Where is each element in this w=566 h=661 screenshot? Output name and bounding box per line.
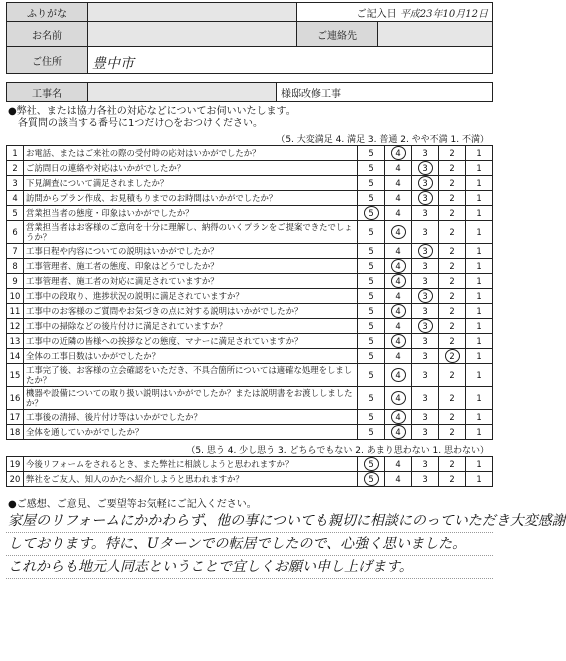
score-label: 1 <box>476 227 482 237</box>
question-row <box>7 349 493 364</box>
score-label: 5 <box>368 351 374 361</box>
score-label: 5 <box>368 227 374 237</box>
score-label: 5 <box>368 427 374 437</box>
score-label: 2 <box>449 163 455 173</box>
score-label: 3 <box>422 227 428 237</box>
score-option-1[interactable] <box>466 221 493 244</box>
question-row <box>7 221 493 244</box>
score-label: 3 <box>422 412 428 422</box>
score-option-3[interactable] <box>412 176 439 191</box>
score-label: 4 <box>395 178 401 188</box>
question-text: 工事後の清掃、後片付け等はいかがでしたか？ <box>24 410 358 425</box>
score-label: 2 <box>449 178 455 188</box>
score-option-2[interactable] <box>439 319 466 334</box>
score-label: 3 <box>422 306 428 316</box>
score-label: 4 <box>395 351 401 361</box>
circled-answer: 2 <box>445 349 460 363</box>
score-label: 2 <box>449 246 455 256</box>
score-option-4[interactable] <box>385 259 412 274</box>
question-row <box>7 176 493 191</box>
score-label: 5 <box>368 148 374 158</box>
scale-legend-1: （5. 大変満足 4. 満足 3. 普通 2. やや不満 1. 不満） <box>276 135 489 145</box>
score-option-2[interactable] <box>439 244 466 259</box>
question-text: 工事中の段取り、進捗状況の説明に満足されていますか？ <box>24 289 358 304</box>
score-label: 1 <box>476 351 482 361</box>
question-number: 12 <box>7 319 24 334</box>
score-label: 4 <box>395 474 401 484</box>
question-text: 工事中の近隣の皆様への挨拶などの態度、マナーに満足されていますか？ <box>24 334 358 349</box>
score-option-5[interactable] <box>358 176 385 191</box>
score-label: 1 <box>476 336 482 346</box>
score-option-1[interactable] <box>466 387 493 410</box>
score-option-3[interactable] <box>412 319 439 334</box>
score-option-4[interactable] <box>385 206 412 221</box>
score-label: 3 <box>422 459 428 469</box>
circled-answer: 4 <box>391 304 406 318</box>
question-number: 20 <box>7 472 24 487</box>
question-row <box>7 304 493 319</box>
score-option-5[interactable] <box>358 304 385 319</box>
score-label: 2 <box>449 148 455 158</box>
question-number: 5 <box>7 206 24 221</box>
date-value: 平成23年10月12日 <box>399 8 488 20</box>
score-option-3[interactable] <box>412 457 439 472</box>
score-option-5[interactable] <box>358 274 385 289</box>
score-option-1[interactable] <box>466 161 493 176</box>
question-row <box>7 259 493 274</box>
question-text: 営業担当者の態度・印象はいかがでしたか？ <box>24 206 358 221</box>
date-label: ご記入日 <box>356 8 397 20</box>
score-label: 1 <box>476 370 482 380</box>
score-label: 5 <box>368 412 374 422</box>
question-row <box>7 457 493 472</box>
score-label: 5 <box>368 261 374 271</box>
question-text: 工事管理者、施工者の対応に満足されていますか？ <box>24 274 358 289</box>
score-option-1[interactable] <box>466 274 493 289</box>
score-label: 1 <box>476 178 482 188</box>
instruction-line-2: 各質問の該当する番号に1つだけ○をおつけください。 <box>18 118 263 129</box>
score-label: 1 <box>476 261 482 271</box>
score-option-1[interactable] <box>466 472 493 487</box>
score-label: 4 <box>395 208 401 218</box>
score-label: 1 <box>476 474 482 484</box>
question-number: 11 <box>7 304 24 319</box>
score-option-4[interactable] <box>385 410 412 425</box>
score-label: 2 <box>449 459 455 469</box>
circled-answer: 4 <box>391 259 406 273</box>
question-row <box>7 472 493 487</box>
address-value: 豊中市 <box>92 56 134 72</box>
score-option-5[interactable] <box>358 410 385 425</box>
score-option-2[interactable] <box>439 274 466 289</box>
question-number: 10 <box>7 289 24 304</box>
score-option-4[interactable] <box>385 176 412 191</box>
score-option-3[interactable] <box>412 259 439 274</box>
score-option-1[interactable] <box>466 191 493 206</box>
score-option-4[interactable] <box>385 274 412 289</box>
score-option-4[interactable] <box>385 319 412 334</box>
score-label: 4 <box>395 321 401 331</box>
score-label: 4 <box>395 459 401 469</box>
score-option-1[interactable] <box>466 244 493 259</box>
question-text: 弊社をご友人、知人のかたへ紹介しようと思われますか？ <box>24 472 358 487</box>
score-option-4[interactable] <box>385 221 412 244</box>
score-label: 5 <box>368 393 374 403</box>
circled-answer: 5 <box>364 472 379 486</box>
score-option-1[interactable] <box>466 146 493 161</box>
score-option-2[interactable] <box>439 191 466 206</box>
score-label: 2 <box>449 193 455 203</box>
question-text: 工事中の掃除などの後片付けに満足されていますか？ <box>24 319 358 334</box>
score-label: 3 <box>422 351 428 361</box>
score-option-3[interactable] <box>412 364 439 387</box>
furigana-field <box>88 3 297 22</box>
question-text: 機器や設備についての取り扱い説明はいかがでしたか？または説明書をお渡ししましたか？ <box>24 387 358 410</box>
circled-answer: 3 <box>418 161 433 175</box>
score-option-4[interactable] <box>385 304 412 319</box>
score-label: 2 <box>449 227 455 237</box>
score-option-4[interactable] <box>385 364 412 387</box>
score-option-3[interactable] <box>412 274 439 289</box>
score-label: 3 <box>422 276 428 286</box>
score-option-3[interactable] <box>412 146 439 161</box>
score-option-2[interactable] <box>439 472 466 487</box>
score-option-2[interactable] <box>439 349 466 364</box>
score-label: 2 <box>449 321 455 331</box>
score-label: 2 <box>449 291 455 301</box>
question-row <box>7 425 493 440</box>
question-number: 6 <box>7 221 24 244</box>
score-label: 3 <box>422 370 428 380</box>
circled-answer: 3 <box>418 289 433 303</box>
question-number: 3 <box>7 176 24 191</box>
score-option-1[interactable] <box>466 289 493 304</box>
score-option-2[interactable] <box>439 259 466 274</box>
question-row <box>7 289 493 304</box>
score-option-2[interactable] <box>439 304 466 319</box>
score-option-5[interactable] <box>358 206 385 221</box>
score-label: 5 <box>368 321 374 331</box>
circled-answer: 4 <box>391 391 406 405</box>
customer-info-table <box>6 2 493 74</box>
question-row <box>7 334 493 349</box>
score-option-3[interactable] <box>412 304 439 319</box>
score-label: 2 <box>449 427 455 437</box>
score-label: 1 <box>476 427 482 437</box>
circled-answer: 4 <box>391 274 406 288</box>
score-option-2[interactable] <box>439 289 466 304</box>
question-row <box>7 191 493 206</box>
score-option-5[interactable] <box>358 364 385 387</box>
question-text: 全体の工事日数はいかがでしたか？ <box>24 349 358 364</box>
score-label: 3 <box>422 148 428 158</box>
score-option-5[interactable] <box>358 425 385 440</box>
score-option-1[interactable] <box>466 176 493 191</box>
score-option-2[interactable] <box>439 146 466 161</box>
contact-field <box>378 22 493 47</box>
circled-answer: 4 <box>391 334 406 348</box>
score-label: 1 <box>476 291 482 301</box>
score-option-2[interactable] <box>439 221 466 244</box>
score-label: 5 <box>368 163 374 173</box>
circled-answer: 3 <box>418 319 433 333</box>
score-option-3[interactable] <box>412 191 439 206</box>
score-option-2[interactable] <box>439 457 466 472</box>
score-option-5[interactable] <box>358 457 385 472</box>
score-label: 1 <box>476 321 482 331</box>
score-option-2[interactable] <box>439 334 466 349</box>
questions-table-2 <box>6 456 493 487</box>
score-label: 2 <box>449 474 455 484</box>
score-option-3[interactable] <box>412 472 439 487</box>
score-option-1[interactable] <box>466 425 493 440</box>
score-option-2[interactable] <box>439 387 466 410</box>
score-option-5[interactable] <box>358 161 385 176</box>
score-label: 2 <box>449 412 455 422</box>
circled-answer: 5 <box>364 457 379 471</box>
address-field <box>88 47 493 74</box>
comment-line: 家屋のリフォームにかかわらず、他の事についても親切に相談にのっていただき大変感謝 <box>6 510 493 533</box>
score-label: 1 <box>476 459 482 469</box>
question-number: 19 <box>7 457 24 472</box>
score-option-2[interactable] <box>439 410 466 425</box>
score-label: 4 <box>395 291 401 301</box>
score-option-3[interactable] <box>412 387 439 410</box>
score-option-1[interactable] <box>466 364 493 387</box>
question-number: 18 <box>7 425 24 440</box>
score-label: 1 <box>476 208 482 218</box>
score-option-2[interactable] <box>439 425 466 440</box>
name-field <box>88 22 297 47</box>
comment-line: これからも地元人同志ということで宜しくお願い申し上げます。 <box>6 556 493 579</box>
question-number: 16 <box>7 387 24 410</box>
score-option-4[interactable] <box>385 387 412 410</box>
instructions <box>8 106 493 130</box>
score-label: 1 <box>476 193 482 203</box>
score-label: 3 <box>422 393 428 403</box>
instruction-line-1: ●弊社、または協力各社の対応などについてお伺いいたします。 <box>8 106 296 117</box>
score-label: 1 <box>476 276 482 286</box>
score-option-3[interactable] <box>412 221 439 244</box>
comments-label: ●ご感想、ご意見、ご要望等お気軽にご記入ください。 <box>8 499 257 510</box>
score-label: 2 <box>449 393 455 403</box>
score-label: 2 <box>449 261 455 271</box>
score-option-5[interactable] <box>358 191 385 206</box>
score-option-5[interactable] <box>358 349 385 364</box>
question-row <box>7 274 493 289</box>
score-label: 3 <box>422 261 428 271</box>
score-option-3[interactable] <box>412 334 439 349</box>
question-number: 7 <box>7 244 24 259</box>
name-label: お名前 <box>7 22 88 47</box>
score-option-5[interactable] <box>358 221 385 244</box>
score-option-2[interactable] <box>439 176 466 191</box>
score-option-5[interactable] <box>358 146 385 161</box>
question-row <box>7 146 493 161</box>
survey-form <box>6 2 566 579</box>
score-option-4[interactable] <box>385 146 412 161</box>
score-option-5[interactable] <box>358 244 385 259</box>
score-option-5[interactable] <box>358 259 385 274</box>
score-option-4[interactable] <box>385 191 412 206</box>
score-option-1[interactable] <box>466 259 493 274</box>
score-label: 1 <box>476 148 482 158</box>
score-option-4[interactable] <box>385 244 412 259</box>
score-option-3[interactable] <box>412 206 439 221</box>
circled-answer: 4 <box>391 410 406 424</box>
circled-answer: 4 <box>391 425 406 439</box>
comment-line: しております。特に、Uターンでの転居でしたので、心強く思いました。 <box>6 533 493 556</box>
question-number: 1 <box>7 146 24 161</box>
score-label: 4 <box>395 193 401 203</box>
furigana-label: ふりがな <box>7 3 88 22</box>
score-label: 5 <box>368 336 374 346</box>
question-number: 9 <box>7 274 24 289</box>
question-text: 工事完了後、お客様の立会確認をいただき、不具合箇所については適確な処理をしましたか？ <box>24 364 358 387</box>
score-label: 5 <box>368 193 374 203</box>
score-option-1[interactable] <box>466 410 493 425</box>
question-row <box>7 206 493 221</box>
score-option-2[interactable] <box>439 206 466 221</box>
score-option-5[interactable] <box>358 289 385 304</box>
score-option-1[interactable] <box>466 349 493 364</box>
score-label: 2 <box>449 370 455 380</box>
questions-table <box>6 145 493 440</box>
score-option-4[interactable] <box>385 334 412 349</box>
question-text: お電話、またはご来社の際の受付時の応対はいかがでしたか？ <box>24 146 358 161</box>
score-label: 2 <box>449 306 455 316</box>
question-number: 2 <box>7 161 24 176</box>
score-label: 2 <box>449 276 455 286</box>
question-text: 工事中のお客様のご質問やお気づきの点に対する説明はいかがでしたか？ <box>24 304 358 319</box>
score-label: 1 <box>476 412 482 422</box>
project-name-field <box>88 83 277 102</box>
question-text: 訪問からプラン作成、お見積もりまでのお時間はいかがでしたか？ <box>24 191 358 206</box>
score-label: 2 <box>449 336 455 346</box>
score-option-4[interactable] <box>385 425 412 440</box>
question-number: 8 <box>7 259 24 274</box>
score-option-4[interactable] <box>385 289 412 304</box>
score-option-3[interactable] <box>412 425 439 440</box>
score-label: 5 <box>368 246 374 256</box>
score-option-4[interactable] <box>385 457 412 472</box>
score-label: 1 <box>476 246 482 256</box>
score-option-4[interactable] <box>385 161 412 176</box>
score-option-5[interactable] <box>358 334 385 349</box>
score-option-5[interactable] <box>358 387 385 410</box>
circled-answer: 3 <box>418 176 433 190</box>
score-option-4[interactable] <box>385 472 412 487</box>
scale-legend-2: （5. 思う 4. 少し思う 3. どちらでもない 2. あまり思わない 1. 思わない） <box>186 446 489 456</box>
score-label: 1 <box>476 393 482 403</box>
score-label: 4 <box>395 163 401 173</box>
score-option-3[interactable] <box>412 410 439 425</box>
score-label: 3 <box>422 474 428 484</box>
score-option-5[interactable] <box>358 319 385 334</box>
question-text: 下見調査について満足されましたか？ <box>24 176 358 191</box>
project-value: 様邸改修工事 <box>277 83 493 102</box>
score-label: 5 <box>368 178 374 188</box>
question-number: 14 <box>7 349 24 364</box>
circled-answer: 4 <box>391 146 406 160</box>
score-label: 5 <box>368 276 374 286</box>
question-text: 工事日程や内容についての説明はいかがでしたか？ <box>24 244 358 259</box>
score-label: 3 <box>422 208 428 218</box>
project-label: 工事名 <box>7 83 88 102</box>
question-text: 今後リフォームをされるとき、また弊社に相談しようと思われますか？ <box>24 457 358 472</box>
address-label: ご住所 <box>7 47 88 74</box>
question-text: ご訪問日の連絡や対応はいかがでしたか？ <box>24 161 358 176</box>
score-option-2[interactable] <box>439 161 466 176</box>
circled-answer: 3 <box>418 191 433 205</box>
question-text: 工事管理者、施工者の態度、印象はどうでしたか？ <box>24 259 358 274</box>
score-label: 1 <box>476 306 482 316</box>
contact-label: ご連絡先 <box>297 22 378 47</box>
score-option-1[interactable] <box>466 319 493 334</box>
score-option-4[interactable] <box>385 349 412 364</box>
score-option-2[interactable] <box>439 364 466 387</box>
score-option-3[interactable] <box>412 244 439 259</box>
score-option-3[interactable] <box>412 161 439 176</box>
score-label: 5 <box>368 306 374 316</box>
question-number: 4 <box>7 191 24 206</box>
circled-answer: 4 <box>391 225 406 239</box>
circled-answer: 3 <box>418 244 433 258</box>
score-label: 2 <box>449 208 455 218</box>
score-option-3[interactable] <box>412 289 439 304</box>
score-label: 5 <box>368 370 374 380</box>
score-option-1[interactable] <box>466 334 493 349</box>
question-number: 17 <box>7 410 24 425</box>
score-option-1[interactable] <box>466 457 493 472</box>
circled-answer: 5 <box>364 206 379 220</box>
question-row <box>7 364 493 387</box>
score-option-1[interactable] <box>466 304 493 319</box>
comments-area <box>6 510 566 579</box>
circled-answer: 4 <box>391 368 406 382</box>
question-row <box>7 244 493 259</box>
score-label: 4 <box>395 246 401 256</box>
score-label: 5 <box>368 291 374 301</box>
score-option-3[interactable] <box>412 349 439 364</box>
question-row <box>7 319 493 334</box>
question-row <box>7 410 493 425</box>
score-label: 3 <box>422 427 428 437</box>
score-label: 1 <box>476 163 482 173</box>
score-option-5[interactable] <box>358 472 385 487</box>
question-row <box>7 387 493 410</box>
question-number: 15 <box>7 364 24 387</box>
question-row <box>7 161 493 176</box>
score-label: 3 <box>422 336 428 346</box>
question-text: 営業担当者はお客様のご意向を十分に理解し、納得のいくプランをご提案できたでしょうか？ <box>24 221 358 244</box>
project-table <box>6 82 493 102</box>
date-cell <box>297 3 493 22</box>
question-text: 全体を通していかがでしたか？ <box>24 425 358 440</box>
question-number: 13 <box>7 334 24 349</box>
score-option-1[interactable] <box>466 206 493 221</box>
